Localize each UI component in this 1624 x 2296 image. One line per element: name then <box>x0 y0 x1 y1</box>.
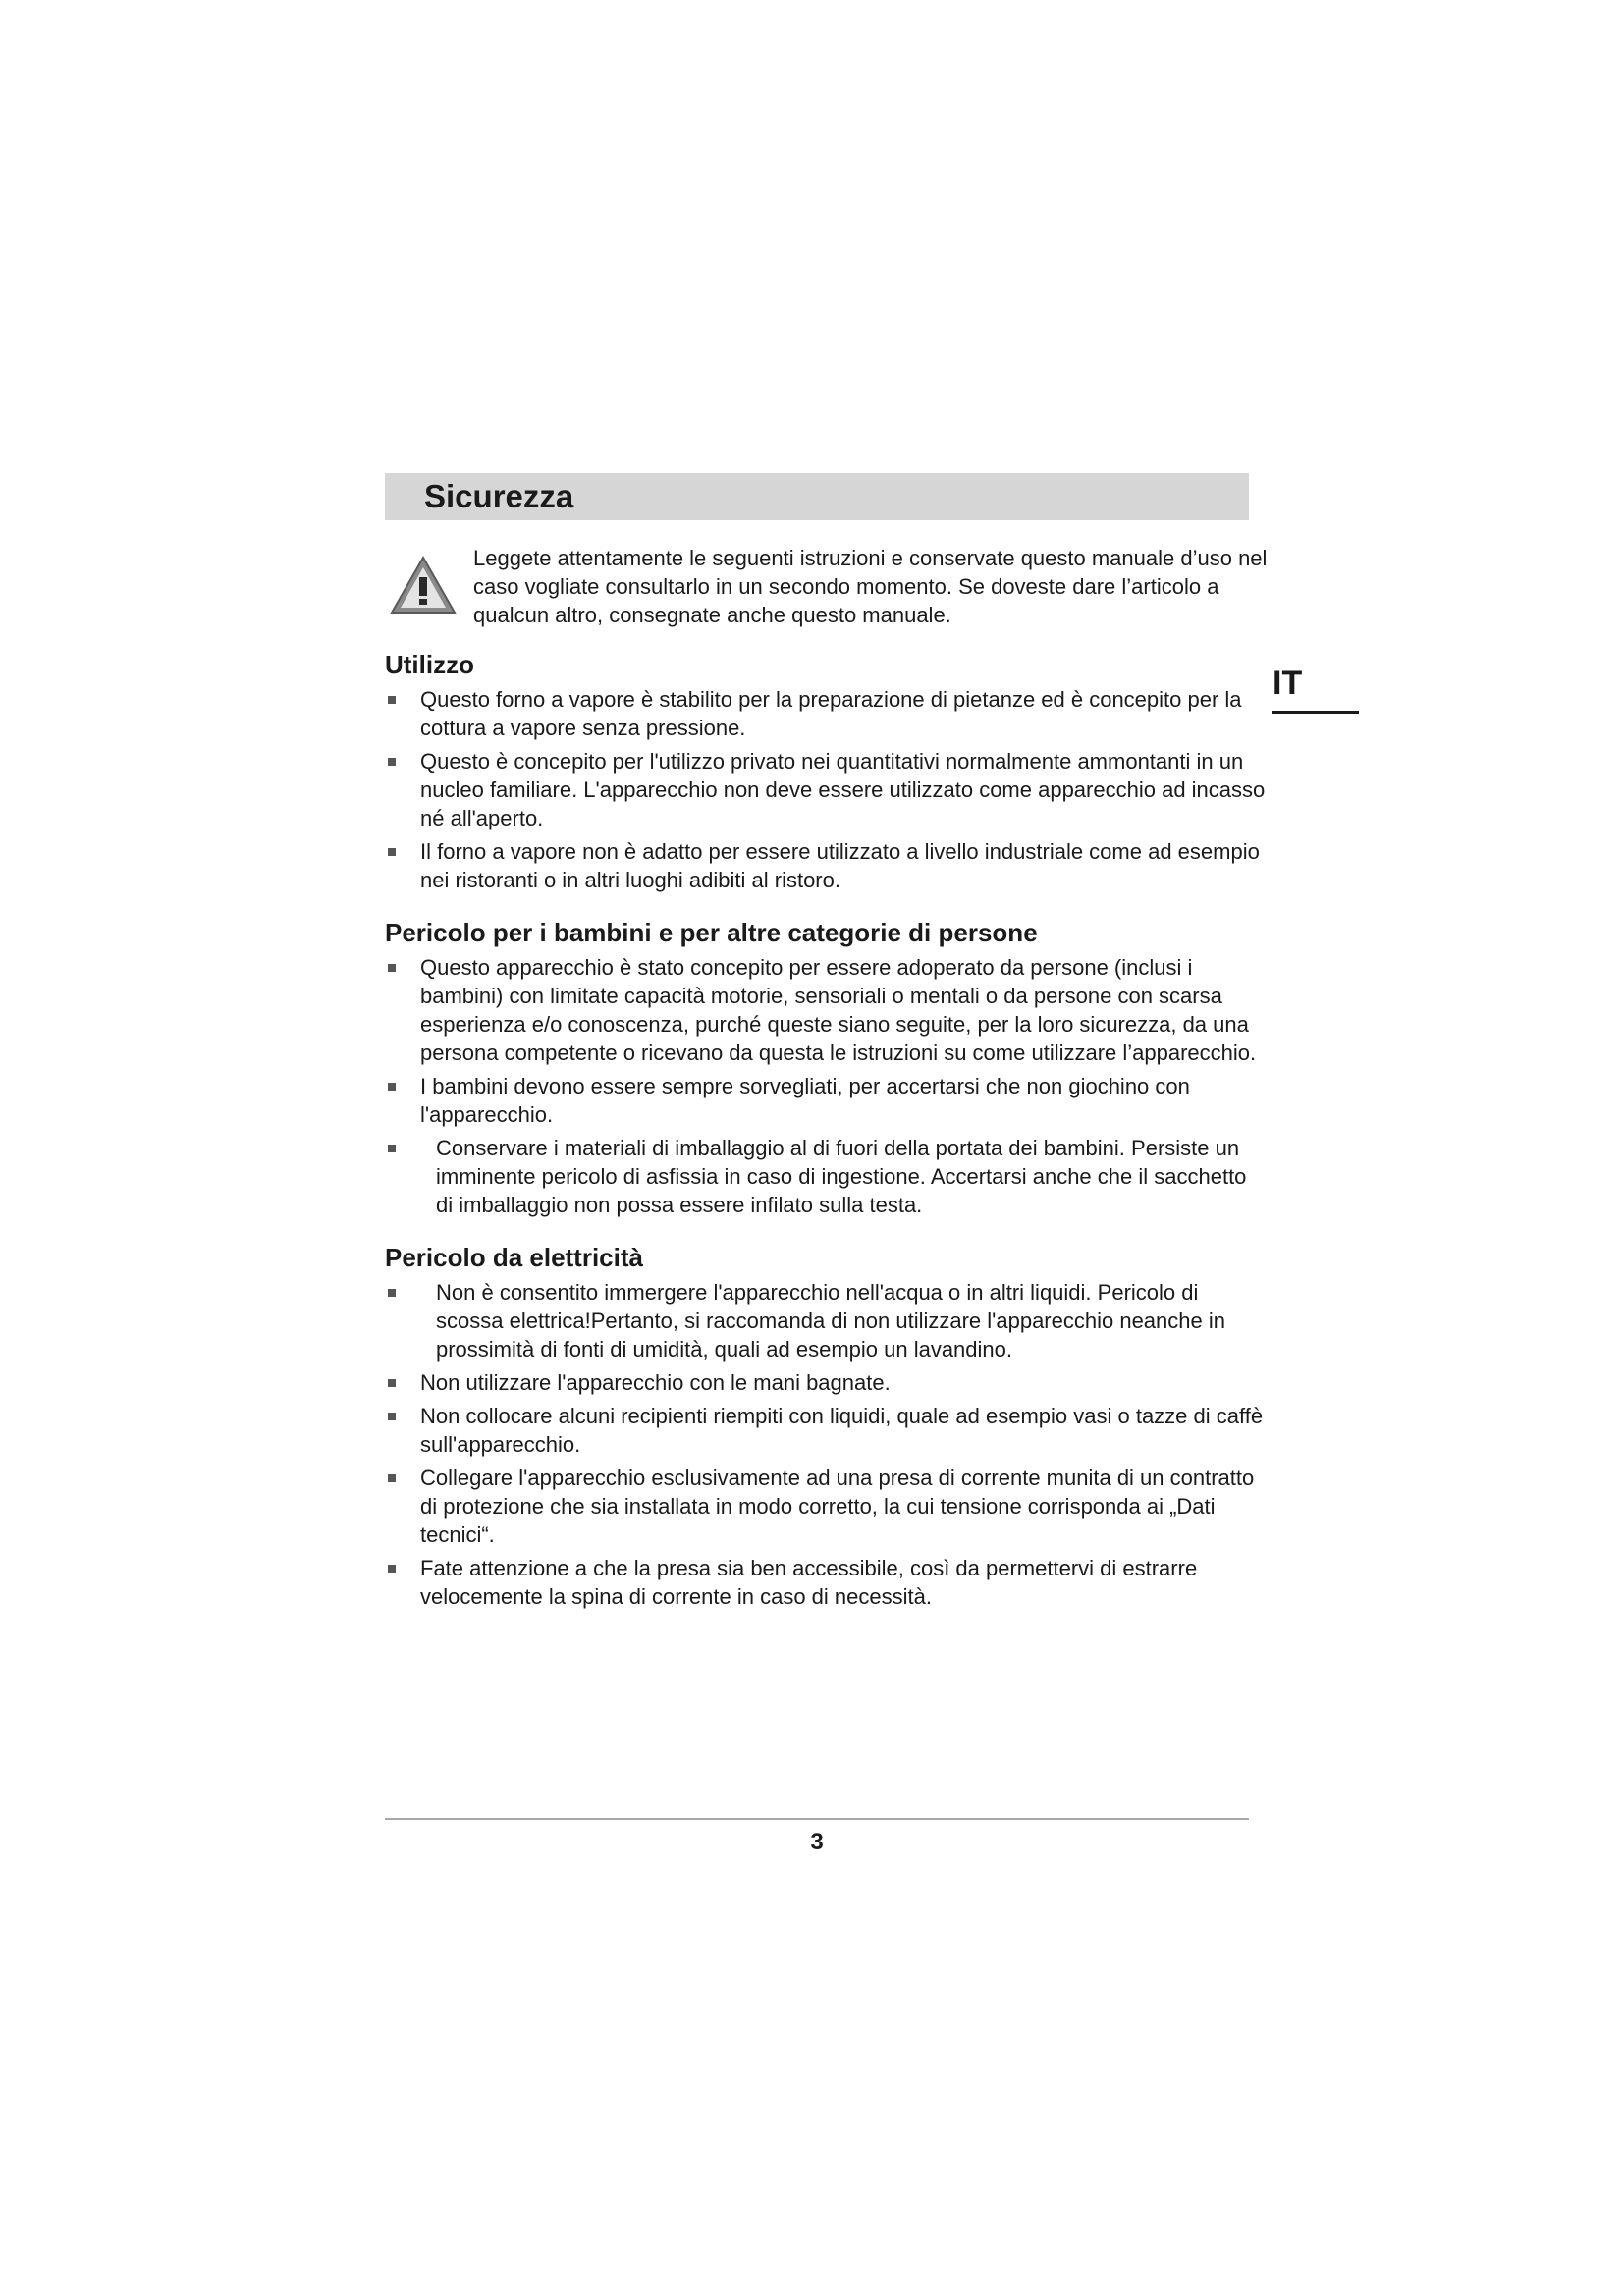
section-heading: Utilizzo <box>385 650 474 679</box>
bullet-square-icon <box>388 696 396 704</box>
list-item: Questo forno a vapore è stabilito per la preparazione di pietanze ed è concepito per la cottura a vapore senza pressione. <box>385 685 1269 742</box>
language-code: IT <box>1272 665 1303 702</box>
list-item: Il forno a vapore non è adatto per essere utilizzato a livello industriale come ad esempio nei ristoranti o in altri luoghi adibiti al ristoro. <box>385 837 1269 894</box>
safety-intro <box>385 544 1269 629</box>
page-title: Sicurezza <box>424 478 574 514</box>
bullet-square-icon <box>388 1474 396 1482</box>
section-pericolo-elettricita <box>385 1241 1269 1611</box>
footer-divider <box>385 1818 1249 1820</box>
safety-content <box>385 648 1269 1632</box>
intro-text: Leggete attentamente le seguenti istruzioni e conservate questo manuale d’uso nel caso vogliate consultarlo in un secondo momento. Se doveste dare l’articolo a qualcun altro, consegnate anche questo manuale. <box>473 546 1268 627</box>
section-utilizzo <box>385 648 1269 894</box>
list-item: Non utilizzare l'apparecchio con le mani bagnate. <box>385 1368 1269 1397</box>
bullet-square-icon <box>388 1145 396 1152</box>
bullet-square-icon <box>388 758 396 766</box>
list-item: Non è consentito immergere l'apparecchio nell'acqua o in altri liquidi. Pericolo di scossa elettrica!Pertanto, si raccomanda di non utilizzare l'apparecchio neanche in prossimità di fonti di umidità, quali ad esempio un lavandino. <box>385 1278 1269 1363</box>
bullet-square-icon <box>388 1565 396 1573</box>
list-item: Questo è concepito per l'utilizzo privato nei quantitativi normalmente ammontanti in un nucleo familiare. L'apparecchio non deve essere utilizzato come apparecchio ad incasso né all'aperto. <box>385 747 1269 832</box>
list-item: Collegare l'apparecchio esclusivamente ad una presa di corrente munita di un contratto di protezione che sia installata in modo corretto, la cui tensione corrisponda ai „Dati tecnici“. <box>385 1464 1269 1549</box>
bullet-list <box>385 685 1269 894</box>
list-item: Non collocare alcuni recipienti riempiti con liquidi, quale ad esempio vasi o tazze di caffè sull'apparecchio. <box>385 1402 1269 1459</box>
list-item: I bambini devono essere sempre sorvegliati, per accertarsi che non giochino con l'apparecchio. <box>385 1072 1269 1129</box>
bullet-square-icon <box>388 848 396 856</box>
bullet-square-icon <box>388 1083 396 1091</box>
bullet-square-icon <box>388 1413 396 1420</box>
language-tab <box>1272 664 1359 714</box>
section-heading: Pericolo per i bambini e per altre categorie di persone <box>385 918 1038 947</box>
section-pericolo-bambini <box>385 916 1269 1219</box>
bullet-square-icon <box>388 1379 396 1387</box>
bullet-list <box>385 1278 1269 1611</box>
section-heading: Pericolo da elettricità <box>385 1243 643 1272</box>
warning-triangle-icon <box>389 554 458 616</box>
list-item: Fate attenzione a che la presa sia ben accessibile, così da permettervi di estrarre velocemente la spina di corrente in caso di necessità. <box>385 1554 1269 1611</box>
section-title-bar <box>385 473 1249 520</box>
list-item: Questo apparecchio è stato concepito per essere adoperato da persone (inclusi i bambini) con limitate capacità motorie, sensoriali o mentali o da persone con scarsa esperienza e/o conoscenza, purché queste siano seguite, per la loro sicurezza, da una persona competente o ricevano da questa le istruzioni su come utilizzare l’apparecchio. <box>385 953 1269 1067</box>
bullet-square-icon <box>388 1289 396 1297</box>
language-tab-rule <box>1272 711 1359 714</box>
page-number: 3 <box>810 1829 824 1855</box>
bullet-list <box>385 953 1269 1219</box>
bullet-square-icon <box>388 964 396 972</box>
list-item: Conservare i materiali di imballaggio al di fuori della portata dei bambini. Persiste un imminente pericolo di asfissia in caso di ingestione. Accertarsi anche che il sacchetto di imballaggio non possa essere infilato sulla testa. <box>385 1134 1269 1219</box>
